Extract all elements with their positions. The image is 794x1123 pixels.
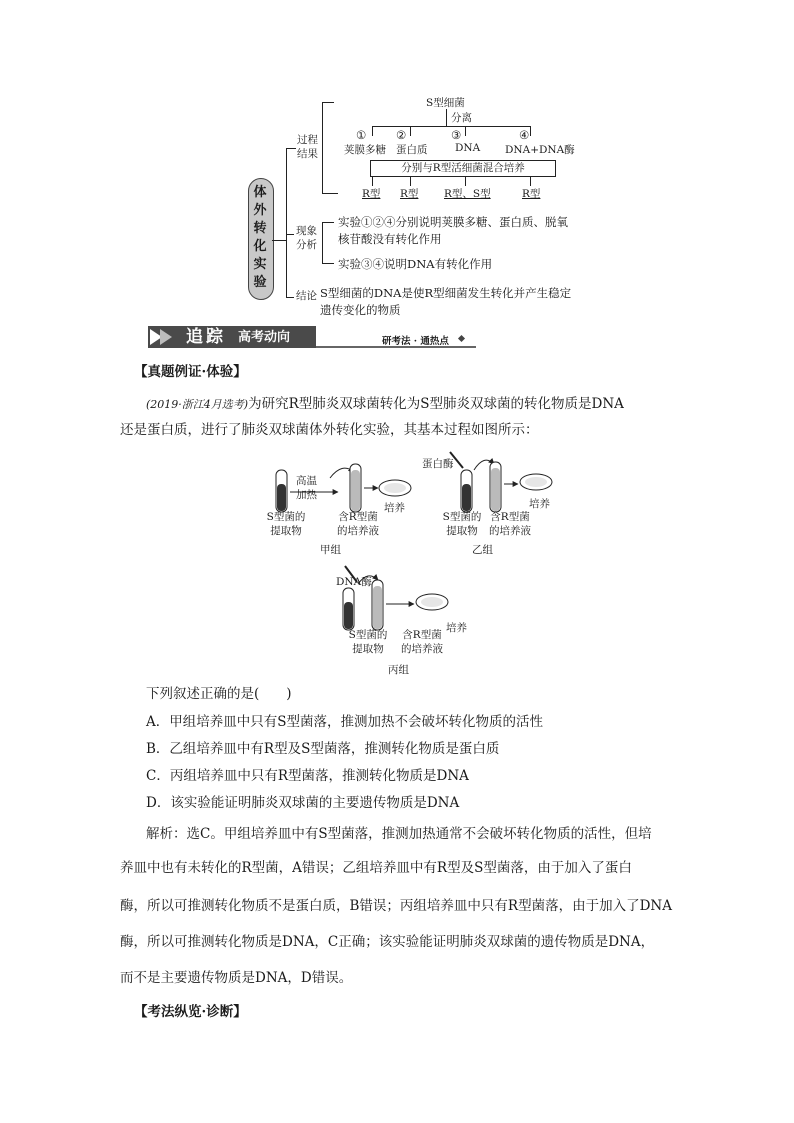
analysis-1: 实验①②④分别说明荚膜多糖、蛋白质、脱氧 核苷酸没有转化作用 — [338, 215, 568, 246]
jia-group-label: 甲组 — [320, 544, 341, 556]
answer-line-1: 解析：选C。甲组培养皿中有S型菌落，推测加热通常不会破坏转化物质的活性，但培 — [146, 826, 652, 842]
conclusion-label: 结论 — [296, 290, 317, 302]
bing-culture: 培养 — [446, 622, 467, 634]
component-4: DNA+DNA酶 — [505, 144, 575, 156]
bing-enzyme: DNA酶 — [336, 576, 372, 588]
question-line-1 — [146, 392, 624, 412]
jia-treatment: 高温 加热 — [296, 475, 317, 501]
section-title-1: 【真题例证·体验】 — [134, 364, 247, 380]
jia-tube-1-fill — [277, 484, 286, 511]
result-2: R型 — [400, 188, 419, 200]
option-c: C．丙组培养皿中只有R型菌落，推测转化物质是DNA — [146, 768, 469, 784]
answer-line-5: 而不是主要遗传物质是DNA，D错误。 — [120, 970, 353, 986]
question-prompt: 下列叙述正确的是( ) — [146, 686, 292, 702]
component-1: 荚膜多糖 — [344, 144, 386, 156]
answer-line-3: 酶，所以可推测转化物质不是蛋白质，B错误；丙组培养皿中只有R型菌落，由于加入了DNA — [120, 898, 672, 914]
mix-box: 分别与R型活细菌混合培养 — [370, 160, 556, 177]
jia-culture: 培养 — [384, 502, 405, 514]
result-3: R型、S型 — [444, 188, 491, 200]
yi-tube-1-fill — [462, 484, 471, 511]
jia-tube-2-fill — [351, 470, 360, 511]
yi-culture: 培养 — [529, 498, 550, 510]
banner-box — [148, 326, 316, 348]
separate-label: 分离 — [451, 112, 472, 124]
yi-tube1-label: S型菌的 提取物 — [442, 511, 482, 537]
conclusion-text: S型细菌的DNA是使R型细菌发生转化并产生稳定 遗传变化的物质 — [320, 286, 572, 317]
banner-chevron-icon — [160, 329, 172, 345]
option-d: D．该实验能证明肺炎双球菌的主要遗传物质是DNA — [146, 795, 460, 811]
question-stem-2: 还是蛋白质，进行了肺炎双球菌体外转化实验，其基本过程如图所示： — [120, 422, 539, 438]
bing-tube-1-fill — [344, 602, 353, 629]
diamond-icon — [458, 335, 465, 342]
analysis-label: 分析 — [296, 239, 317, 251]
banner-subtitle: 高考动向 — [238, 330, 291, 345]
yi-tube-2-fill — [491, 468, 500, 511]
yi-group-label: 乙组 — [472, 544, 493, 556]
bing-tube-2-fill — [373, 586, 382, 629]
yi-tube2-label: 含R型菌 的培养液 — [489, 511, 531, 537]
bing-tube2-label: 含R型菌 的培养液 — [401, 629, 443, 655]
bing-group-label: 丙组 — [388, 664, 409, 676]
answer-line-4: 酶，所以可推测转化物质是DNA，C正确；该实验能证明肺炎双球菌的遗传物质是DNA， — [120, 934, 655, 950]
question-source: (2019·浙江4月选考) — [146, 398, 249, 411]
result-1: R型 — [362, 188, 381, 200]
root-label: 体 外 转 化 实 验 — [253, 185, 267, 290]
jia-tube2-label: 含R型菌 的培养液 — [337, 511, 379, 537]
component-3: DNA — [455, 142, 481, 154]
question-stem-1: 为研究R型肺炎双球菌转化为S型肺炎双球菌的转化物质是DNA — [248, 396, 624, 412]
component-2: 蛋白质 — [396, 144, 428, 156]
yi-enzyme: 蛋白酶 — [422, 458, 454, 470]
option-a: A．甲组培养皿中只有S型菌落，推测加热不会破坏转化物质的活性 — [146, 714, 543, 730]
banner-right-text: 研考法 · 通热点 — [382, 336, 449, 347]
num-3: ③ — [451, 128, 462, 142]
bing-tube1-label: S型菌的 提取物 — [348, 629, 388, 655]
answer-line-2: 养皿中也有未转化的R型菌，A错误；乙组培养皿中有R型及S型菌落，由于加入了蛋白 — [120, 860, 632, 876]
jia-tube1-label: S型菌的 提取物 — [266, 511, 306, 537]
result-4: R型 — [522, 188, 541, 200]
s-bacteria-label: S型细菌 — [426, 97, 465, 109]
num-4: ④ — [519, 128, 530, 142]
analysis-2: 实验③④说明DNA有转化作用 — [338, 257, 493, 271]
process-label: 过程 — [297, 134, 318, 146]
phenomenon-label: 现象 — [296, 225, 317, 237]
section-title-2: 【考法纵览·诊断】 — [134, 1004, 247, 1020]
result-label: 结果 — [297, 148, 318, 160]
banner-title: 追踪 — [186, 327, 226, 347]
num-2: ② — [396, 128, 407, 142]
option-b: B．乙组培养皿中有R型及S型菌落，推测转化物质是蛋白质 — [146, 741, 500, 757]
num-1: ① — [356, 128, 367, 142]
